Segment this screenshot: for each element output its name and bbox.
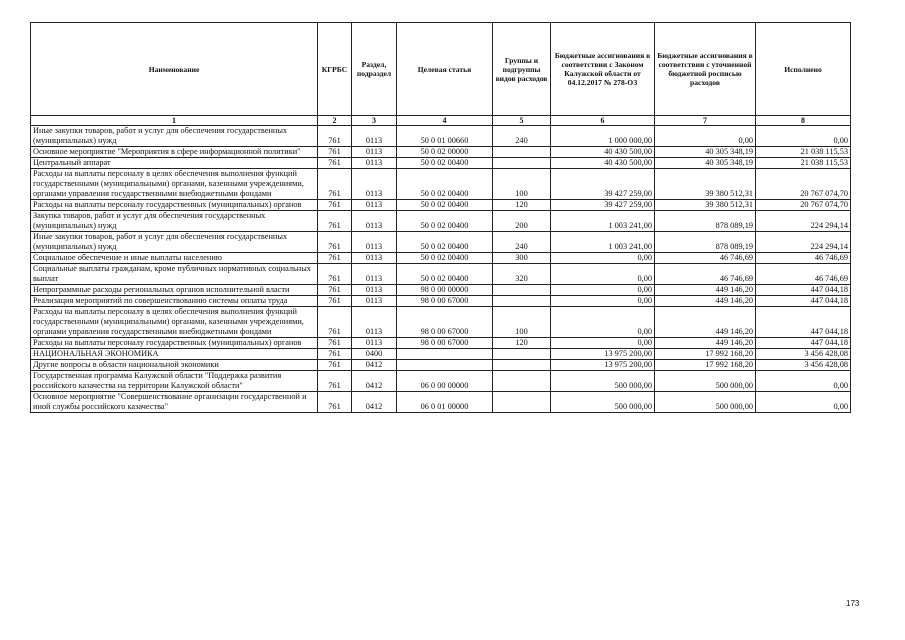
row-name: Иные закупки товаров, работ и услуг для обеспечения государственных (муниципальных) нужд [31, 126, 318, 147]
table-row [31, 296, 851, 307]
row-razdel: 0412 [352, 392, 397, 413]
header-executed: Исполнено [756, 23, 851, 116]
row-expense-group [493, 147, 551, 158]
row-razdel: 0113 [352, 169, 397, 200]
row-kgrbs: 761 [318, 307, 352, 338]
table-row [31, 264, 851, 285]
row-executed: 224 294,14 [756, 211, 851, 232]
row-budget-revised: 39 380 512,31 [655, 200, 756, 211]
row-budget-law: 1 003 241,00 [551, 232, 655, 253]
row-kgrbs: 761 [318, 264, 352, 285]
row-razdel: 0113 [352, 158, 397, 169]
row-budget-revised: 500 000,00 [655, 371, 756, 392]
table-row [31, 158, 851, 169]
row-razdel: 0113 [352, 147, 397, 158]
header-kgrbs: КГРБС [318, 23, 352, 116]
header-razdel: Раздел, подраздел [352, 23, 397, 116]
row-razdel: 0113 [352, 264, 397, 285]
row-budget-law: 1 000 000,00 [551, 126, 655, 147]
row-budget-revised: 449 146,20 [655, 307, 756, 338]
table-row [31, 253, 851, 264]
row-executed: 224 294,14 [756, 232, 851, 253]
row-executed: 447 044,18 [756, 285, 851, 296]
column-number: 2 [318, 116, 352, 126]
row-name: Государственная программа Калужской области "Поддержка развития российского казачества на территории Калужской области" [31, 371, 318, 392]
row-name: Основное мероприятие "Мероприятия в сфере информационной политики" [31, 147, 318, 158]
row-target-article: 50 0 02 00400 [397, 211, 493, 232]
row-executed: 20 767 074,70 [756, 169, 851, 200]
row-name: Расходы на выплаты персоналу в целях обеспечения выполнения функций государственными (муниципальными) органами, казенными учреждениями, органами управления государственными внебюджетными фондами [31, 169, 318, 200]
row-razdel: 0113 [352, 285, 397, 296]
column-number: 8 [756, 116, 851, 126]
row-expense-group [493, 285, 551, 296]
row-budget-law: 39 427 259,00 [551, 169, 655, 200]
row-budget-revised: 40 305 348,19 [655, 147, 756, 158]
row-budget-law: 0,00 [551, 253, 655, 264]
row-budget-law: 13 975 200,00 [551, 349, 655, 360]
row-executed: 21 038 115,53 [756, 158, 851, 169]
row-name: Социальное обеспечение и иные выплаты населению [31, 253, 318, 264]
row-budget-law: 0,00 [551, 307, 655, 338]
column-number: 3 [352, 116, 397, 126]
column-number: 1 [31, 116, 318, 126]
table-row [31, 169, 851, 200]
row-budget-revised: 17 992 168,20 [655, 349, 756, 360]
row-budget-law: 1 003 241,00 [551, 211, 655, 232]
row-kgrbs: 761 [318, 232, 352, 253]
row-name: Основное мероприятие "Совершенствование организации государственной и иной службы российского казачества" [31, 392, 318, 413]
row-executed: 46 746,69 [756, 264, 851, 285]
row-expense-group: 240 [493, 232, 551, 253]
row-name: Непрограммные расходы региональных органов исполнительной власти [31, 285, 318, 296]
row-budget-revised: 0,00 [655, 126, 756, 147]
row-executed: 20 767 074,70 [756, 200, 851, 211]
row-expense-group: 300 [493, 253, 551, 264]
row-executed: 0,00 [756, 392, 851, 413]
row-expense-group [493, 349, 551, 360]
column-number: 6 [551, 116, 655, 126]
row-expense-group [493, 296, 551, 307]
row-kgrbs: 761 [318, 338, 352, 349]
row-name: НАЦИОНАЛЬНАЯ ЭКОНОМИКА [31, 349, 318, 360]
row-name: Иные закупки товаров, работ и услуг для обеспечения государственных (муниципальных) нужд [31, 232, 318, 253]
row-target-article: 06 0 01 00000 [397, 392, 493, 413]
row-kgrbs: 761 [318, 285, 352, 296]
table-row [31, 232, 851, 253]
page-number: 173 [846, 599, 860, 608]
row-razdel: 0113 [352, 200, 397, 211]
row-expense-group: 240 [493, 126, 551, 147]
header-name: Наименование [31, 23, 318, 116]
row-budget-law: 40 430 500,00 [551, 158, 655, 169]
budget-report-page [30, 22, 850, 413]
row-expense-group [493, 392, 551, 413]
table-row [31, 211, 851, 232]
row-expense-group: 200 [493, 211, 551, 232]
row-budget-revised: 878 089,19 [655, 232, 756, 253]
row-executed: 0,00 [756, 126, 851, 147]
row-target-article: 06 0 00 00000 [397, 371, 493, 392]
row-name: Закупка товаров, работ и услуг для обеспечения государственных (муниципальных) нужд [31, 211, 318, 232]
row-target-article [397, 349, 493, 360]
row-expense-group [493, 360, 551, 371]
row-kgrbs: 761 [318, 126, 352, 147]
row-kgrbs: 761 [318, 211, 352, 232]
row-expense-group [493, 371, 551, 392]
row-budget-revised: 40 305 348,19 [655, 158, 756, 169]
row-budget-law: 39 427 259,00 [551, 200, 655, 211]
header-budget-law: Бюджетные ассигнования в соответствии с Законом Калужской области от 04.12.2017 № 278-ОЗ [551, 23, 655, 116]
row-kgrbs: 761 [318, 169, 352, 200]
row-budget-revised: 449 146,20 [655, 296, 756, 307]
row-expense-group: 320 [493, 264, 551, 285]
row-budget-law: 13 975 200,00 [551, 360, 655, 371]
table-row [31, 392, 851, 413]
row-name: Реализация мероприятий по совершенствованию системы оплаты труда [31, 296, 318, 307]
row-executed: 447 044,18 [756, 338, 851, 349]
row-target-article: 50 0 02 00400 [397, 200, 493, 211]
row-target-article: 50 0 02 00400 [397, 232, 493, 253]
row-expense-group: 120 [493, 338, 551, 349]
row-executed: 3 456 428,08 [756, 360, 851, 371]
row-target-article: 98 0 00 00000 [397, 285, 493, 296]
header-row [31, 23, 851, 116]
row-budget-law: 0,00 [551, 296, 655, 307]
table-row [31, 126, 851, 147]
row-budget-law: 500 000,00 [551, 392, 655, 413]
row-razdel: 0412 [352, 360, 397, 371]
row-target-article: 98 0 00 67000 [397, 338, 493, 349]
row-expense-group [493, 158, 551, 169]
row-budget-revised: 46 746,69 [655, 253, 756, 264]
column-number: 5 [493, 116, 551, 126]
table-row [31, 338, 851, 349]
column-number-row [31, 116, 851, 126]
row-razdel: 0113 [352, 338, 397, 349]
row-budget-revised: 449 146,20 [655, 285, 756, 296]
row-name: Расходы на выплаты персоналу в целях обеспечения выполнения функций государственными (муниципальными) органами, казенными учреждениями, органами управления государственными внебюджетными фондами [31, 307, 318, 338]
row-expense-group: 120 [493, 200, 551, 211]
row-expense-group: 100 [493, 307, 551, 338]
row-budget-revised: 46 746,69 [655, 264, 756, 285]
row-name: Социальные выплаты гражданам, кроме публичных нормативных социальных выплат [31, 264, 318, 285]
row-kgrbs: 761 [318, 371, 352, 392]
row-kgrbs: 761 [318, 392, 352, 413]
row-target-article: 50 0 02 00000 [397, 147, 493, 158]
row-executed: 21 038 115,53 [756, 147, 851, 158]
row-expense-group: 100 [493, 169, 551, 200]
table-row [31, 371, 851, 392]
table-row [31, 349, 851, 360]
header-expense-group: Группы и подгруппы видов расходов [493, 23, 551, 116]
row-razdel: 0412 [352, 371, 397, 392]
row-budget-revised: 39 380 512,31 [655, 169, 756, 200]
row-target-article [397, 360, 493, 371]
row-kgrbs: 761 [318, 158, 352, 169]
row-executed: 0,00 [756, 371, 851, 392]
row-budget-law: 0,00 [551, 264, 655, 285]
header-target-article: Целевая статья [397, 23, 493, 116]
row-target-article: 98 0 00 67000 [397, 296, 493, 307]
header-budget-revised: Бюджетные ассигнования в соответствии с уточненной бюджетной росписью расходов [655, 23, 756, 116]
row-kgrbs: 761 [318, 296, 352, 307]
row-target-article: 50 0 02 00400 [397, 253, 493, 264]
row-budget-law: 0,00 [551, 338, 655, 349]
row-executed: 3 456 428,08 [756, 349, 851, 360]
row-target-article: 50 0 02 00400 [397, 169, 493, 200]
table-row [31, 200, 851, 211]
budget-table [30, 22, 851, 413]
row-budget-law: 40 430 500,00 [551, 147, 655, 158]
row-target-article: 98 0 00 67000 [397, 307, 493, 338]
column-number: 4 [397, 116, 493, 126]
row-budget-revised: 878 089,19 [655, 211, 756, 232]
table-row [31, 307, 851, 338]
row-budget-law: 0,00 [551, 285, 655, 296]
row-executed: 447 044,18 [756, 296, 851, 307]
row-razdel: 0113 [352, 232, 397, 253]
row-target-article: 50 0 01 00660 [397, 126, 493, 147]
row-razdel: 0113 [352, 126, 397, 147]
column-number: 7 [655, 116, 756, 126]
row-executed: 447 044,18 [756, 307, 851, 338]
row-kgrbs: 761 [318, 360, 352, 371]
row-razdel: 0113 [352, 307, 397, 338]
row-razdel: 0113 [352, 253, 397, 264]
row-budget-law: 500 000,00 [551, 371, 655, 392]
row-name: Расходы на выплаты персоналу государственных (муниципальных) органов [31, 200, 318, 211]
table-row [31, 147, 851, 158]
row-razdel: 0113 [352, 211, 397, 232]
row-budget-revised: 449 146,20 [655, 338, 756, 349]
row-kgrbs: 761 [318, 253, 352, 264]
row-name: Расходы на выплаты персоналу государственных (муниципальных) органов [31, 338, 318, 349]
row-name: Другие вопросы в области национальной экономики [31, 360, 318, 371]
row-target-article: 50 0 02 00400 [397, 158, 493, 169]
row-budget-revised: 17 992 168,20 [655, 360, 756, 371]
row-name: Центральный аппарат [31, 158, 318, 169]
row-budget-revised: 500 000,00 [655, 392, 756, 413]
table-row [31, 360, 851, 371]
row-target-article: 50 0 02 00400 [397, 264, 493, 285]
row-razdel: 0400 [352, 349, 397, 360]
row-kgrbs: 761 [318, 200, 352, 211]
row-kgrbs: 761 [318, 349, 352, 360]
table-row [31, 285, 851, 296]
row-kgrbs: 761 [318, 147, 352, 158]
row-executed: 46 746,69 [756, 253, 851, 264]
row-razdel: 0113 [352, 296, 397, 307]
